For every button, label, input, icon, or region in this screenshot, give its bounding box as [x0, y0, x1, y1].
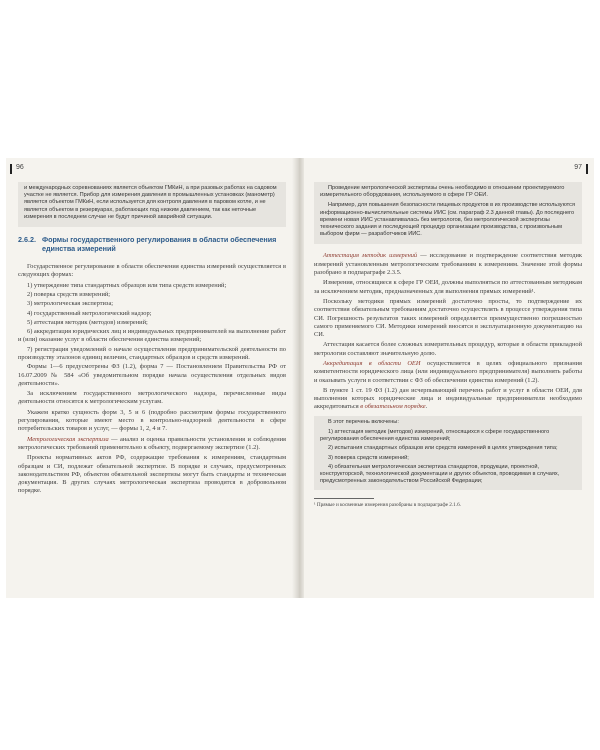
- paragraph: [314, 360, 582, 385]
- left-body-text: [18, 263, 286, 496]
- term-highlight: Метрологическая экспертиза: [27, 435, 109, 443]
- list-item: 3) метрологическая экспертиза;: [27, 300, 114, 308]
- page-number: 97: [574, 164, 582, 171]
- paragraph: Измерения, относящиеся к сфере ГР ОЕИ, должны выполняться по аттестованным методикам за исключением методик, предназначенных для выполнения прямых измерений¹.: [314, 279, 582, 295]
- example-box: [314, 182, 582, 244]
- example-text: Например, для повышения безопасности пищевых продуктов в их производстве используются информационно-вычислительные системы ИИС (см. параграф 2.3 данной главы). До последнего времени новая ИИС устанавливалась без метрологов, без метрологической экспертизы технического задания и последующей процедур организации производства, с произвольным выбором фирм — разработчиков ИИС.: [320, 202, 575, 238]
- list-intro: В этот перечень включены:: [328, 418, 399, 425]
- paragraph: [314, 387, 582, 412]
- footnote: ¹ Прямые и косвенные измерения разобраны в подпараграфе 2.1.6.: [314, 502, 461, 509]
- paragraph: Аттестация касается более сложных измерительных процедур, которые в области прикладной метрологии составляют значительную долю.: [314, 341, 582, 357]
- paragraph: [18, 436, 286, 453]
- paragraph: Формы 1—6 предусмотрены ФЗ (1.2), форма 7 — Постановлением Правительства РФ от 16.07.2009 № 584 «Об уведомительном порядке начала осуществления отдельных видов деятельности».: [18, 363, 286, 387]
- paragraph-text: осуществляется в целях официального признания компетентности юридического лица (или индивидуального предпринимателя) выполнять работы и оказывать услуги в соответствии с ФЗ об обеспечении единства измерений (1.2).: [314, 359, 582, 384]
- left-page-content: [18, 182, 286, 498]
- example-box: [18, 182, 286, 227]
- paragraph-text: — исследование и подтверждение соответствия методик измерений установленным метрологическим требованиям к измерениям. Значение этой формы разобрано в подпараграфе 2.3.5.: [314, 252, 582, 277]
- term-highlight: в обязательном порядке: [360, 403, 426, 411]
- list-item: 4) государственный метрологический надзор;: [27, 309, 152, 317]
- list-item: 3) поверка средств измерений;: [328, 454, 409, 461]
- page-marker: [10, 164, 12, 174]
- list-item: 4) обязательная метрологическая экспертиза стандартов, продукции, проектной, конструкторской, технологической документации и других объектов, проводимая в случаях, предусмотренных законодательством Российской Федерации;: [320, 463, 560, 485]
- list-item: 7) регистрация уведомлений о начале осуществления предпринимательской деятельности по производству эталонов единиц величин, стандартных образцов и средств измерений.: [18, 345, 286, 361]
- list-item: 2) испытания стандартных образцов или средств измерений в целях утверждения типа;: [328, 445, 558, 452]
- list-box: [314, 416, 582, 491]
- footnote-divider: [314, 498, 374, 499]
- paragraph-text: .: [425, 403, 428, 411]
- paragraph-text: В порядке и случаях, предусмотренных законодательством РФ, объектом обязательной экспертизы могут быть стандарты и техническая документация. В других случаях метрологическая экспертиза проводится в добровольном порядке.: [18, 462, 286, 495]
- right-page-content: [314, 182, 582, 509]
- term-highlight: Аттестация методик измерений: [323, 252, 418, 260]
- paragraph-text: Проекты нормативных актов РФ, содержащие требования к измерениям, стандартным образцам и СИ, подлежат обязательной экспертизе.: [18, 454, 286, 470]
- list-item: 2) поверка средств измерений;: [27, 290, 111, 298]
- section-heading: [18, 235, 286, 253]
- section-number: 2.6.2.: [18, 235, 36, 245]
- list-item: 5) аттестация методик (методов) измерений;: [27, 318, 148, 326]
- paragraph: Укажем кратко сущность форм 3, 5 и 6 (подробно рассмотрим формы государственного регулирования, которые имеют место в контрольно-надзорной деятельности в сфере потребительских товаров и услуг, — формы 1, 2, 4 и 7.: [18, 408, 286, 433]
- page-number: 96: [16, 164, 24, 171]
- page-marker: [586, 164, 588, 174]
- paragraph-text: — анализ и оценка правильности установления и соблюдения метрологических требований применительно к объекту, подвергаемому экспертизе (1.2).: [18, 435, 286, 451]
- example-text: и международных соревнованиях является объектом ГМКиН, а при разовых работах на садовом участке не является. Прибор для измерения давления в промышленных установках (манометр) является объектом ГМКиН, если используется для контроля давления в паровом котле, и не является объектом в резервуарах, работающих под низким давлением, так как неточные измерения в последнем случае не будут причиной аварийной ситуации.: [24, 185, 277, 220]
- paragraph: Поскольку методики прямых измерений достаточно просты, то подтверждение их соответствия обязательным требованиям достаточно осуществлять в процессе утверждения типа СИ. Погрешность результатов таких измерений определяется преимущественно погрешностью самого применяемого СИ. Методики измерений вносятся в эксплуатационную документацию на СИ.: [314, 297, 582, 339]
- term-highlight: Аккредитация в области ОЕИ: [323, 359, 421, 367]
- paragraph: За исключением государственного метрологического надзора, перечисленные виды деятельности относятся к метрологическим услугам.: [18, 390, 286, 406]
- list-item: 6) аккредитация юридических лиц и индивидуальных предпринимателей на выполнение работ и (или) оказание услуг в области обеспечения единства измерений;: [18, 328, 286, 344]
- paragraph-text: В пункте 1 ст. 19 ФЗ (1.2) дан исчерпывающий перечень работ и услуг в области ОЕИ, для выполнения которых юридические лица и индивидуальные предприниматели необходимо аккредитоваться: [314, 386, 582, 411]
- paragraph: [314, 252, 582, 277]
- list-item: 1) аттестация методик (методов) измерений, относящихся к сфере государственного регулирования обеспечения единства измерений;: [320, 428, 550, 443]
- list-item: 1) утверждение типа стандартных образцов или типа средств измерений;: [27, 281, 227, 289]
- paragraph: [18, 454, 286, 495]
- example-text: Проведение метрологической экспертизы очень необходимо в отношении проектируемого измерительного оборудования, используемого в сфере ГР ОЕИ.: [320, 185, 565, 199]
- paragraph: Государственное регулирование в области обеспечения единства измерений осуществляется в следующих формах:: [18, 263, 286, 279]
- section-title: Формы государственного регулирования в области обеспечения единства измерений: [41, 235, 277, 254]
- right-page: [304, 158, 594, 598]
- left-page: [6, 158, 296, 598]
- right-body-text: [314, 252, 582, 411]
